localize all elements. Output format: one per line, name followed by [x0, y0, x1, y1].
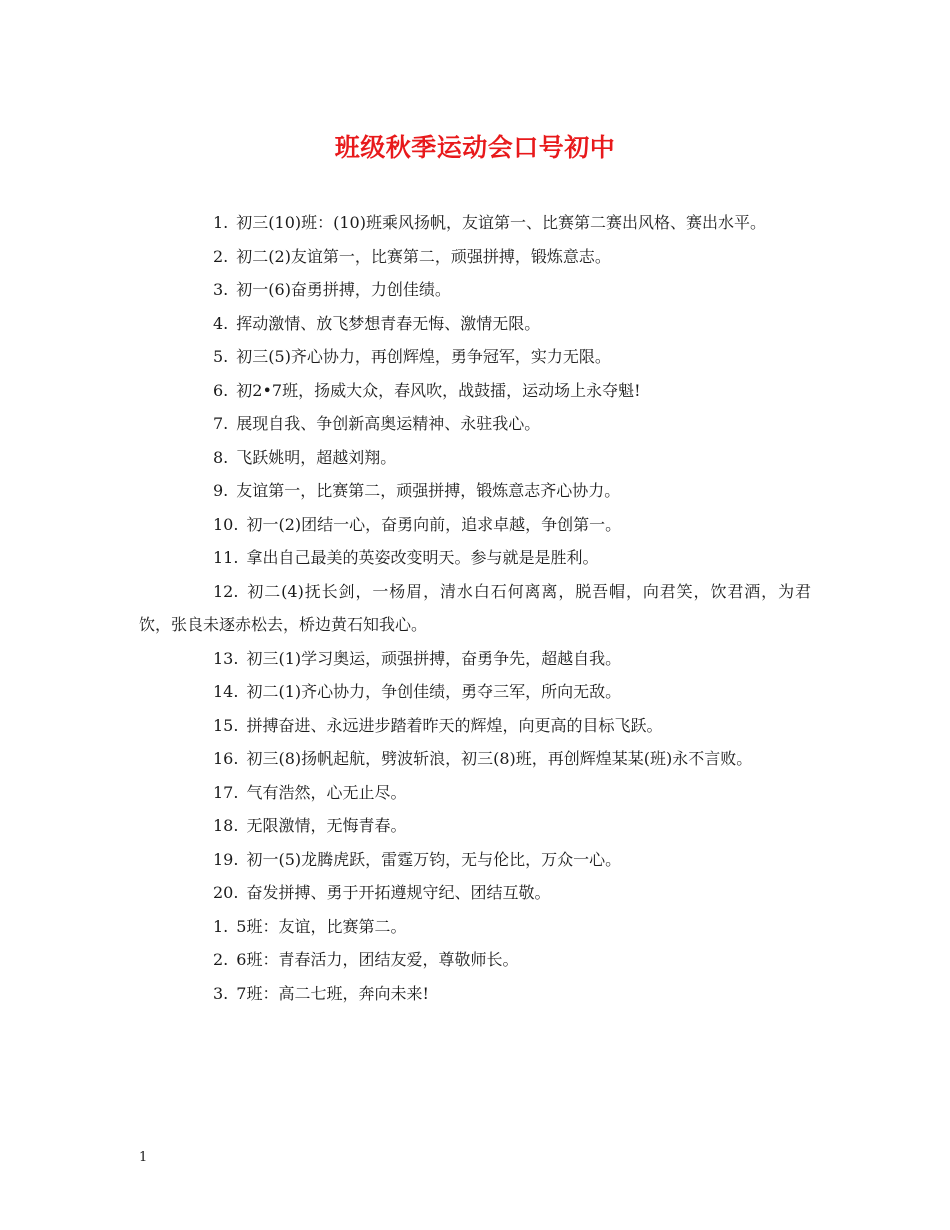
- list-item: [139, 776, 811, 810]
- item-text: 初三(1)学习奥运，顽强拼搏，奋勇争先，超越自我。: [246, 648, 622, 668]
- item-text: 初二(1)齐心协力，争创佳绩，勇夺三军，所向无敌。: [246, 682, 622, 701]
- list-item: [139, 843, 811, 877]
- item-text: 友谊第一，比赛第二，顽强拼搏，锻炼意志齐心协力。: [236, 481, 621, 500]
- item-number: 2.: [213, 950, 229, 969]
- list-item: [139, 340, 811, 374]
- item-text: 初三(5)齐心协力，再创辉煌，勇争冠军，实力无限。: [236, 347, 611, 366]
- list-item: [139, 943, 811, 977]
- item-number: 5.: [213, 347, 229, 366]
- page-number: 1: [139, 1150, 148, 1165]
- item-text: 6班：青春活力，团结友爱，尊敬师长。: [236, 950, 519, 969]
- slogan-list: [139, 206, 811, 1010]
- item-text: 无限激情，无悔青春。: [246, 816, 407, 835]
- item-text: 初一(5)龙腾虎跃，雷霆万钧，无与伦比，万众一心。: [246, 849, 622, 869]
- item-number: 11.: [213, 548, 239, 567]
- list-item: [139, 541, 811, 575]
- item-text: 气有浩然，心无止尽。: [246, 782, 407, 802]
- list-item: [139, 575, 811, 642]
- list-item: [139, 374, 811, 408]
- item-text: 挥动激情、放飞梦想青春无悔、激情无限。: [236, 313, 541, 333]
- list-item: [139, 709, 811, 743]
- item-number: 1.: [213, 916, 229, 936]
- list-item: [139, 206, 811, 240]
- item-text: 展现自我、争创新高奥运精神、永驻我心。: [236, 414, 541, 433]
- item-text: 初一(6)奋勇拼搏，力创佳绩。: [236, 280, 451, 299]
- item-number: 1.: [213, 213, 229, 232]
- list-item: [139, 240, 811, 274]
- item-number: 4.: [213, 313, 229, 333]
- item-number: 17.: [213, 782, 239, 802]
- item-number: 16.: [213, 749, 239, 768]
- item-text: 初二(4)抚长剑，一杨眉，清水白石何离离，脱吾帽，向君笑，饮君酒，为君饮，张良未逐赤松去，桥边黄石知我心。: [139, 581, 811, 634]
- list-item: [139, 642, 811, 676]
- list-item: [139, 910, 811, 944]
- item-text: 拼搏奋进、永远进步踏着昨天的辉煌，向更高的目标飞跃。: [246, 715, 663, 735]
- list-item: [139, 742, 811, 776]
- item-number: 14.: [213, 682, 239, 701]
- list-item: [139, 441, 811, 475]
- item-text: 初一(2)团结一心，奋勇向前，追求卓越，争创第一。: [246, 514, 622, 534]
- item-number: 8.: [213, 447, 229, 467]
- item-number: 10.: [213, 514, 239, 534]
- item-number: 3.: [213, 280, 229, 299]
- item-number: 7.: [213, 414, 229, 433]
- item-text: 初三(10)班：(10)班乘风扬帆，友谊第一、比赛第二赛出风格、赛出水平。: [236, 213, 766, 232]
- list-item: [139, 675, 811, 709]
- item-text: 初2•7班，扬威大众，春风吹，战鼓擂，运动场上永夺魁!: [236, 380, 641, 400]
- item-text: 初二(2)友谊第一，比赛第二，顽强拼搏，锻炼意志。: [236, 246, 611, 266]
- item-text: 飞跃姚明，超越刘翔。: [236, 447, 397, 467]
- item-number: 2.: [213, 246, 229, 266]
- list-item: [139, 508, 811, 542]
- item-number: 18.: [213, 816, 239, 835]
- list-item: [139, 307, 811, 341]
- document-title: 班级秋季运动会口号初中: [334, 133, 616, 162]
- list-item: [139, 273, 811, 307]
- item-number: 12.: [213, 581, 239, 601]
- item-number: 6.: [213, 380, 229, 400]
- item-number: 3.: [213, 983, 229, 1003]
- list-item: [139, 809, 811, 843]
- item-text: 奋发拼搏、勇于开拓遵规守纪、团结互敬。: [246, 883, 551, 902]
- item-number: 19.: [213, 849, 239, 869]
- item-number: 15.: [213, 715, 239, 735]
- list-item: [139, 474, 811, 508]
- item-text: 拿出自己最美的英姿改变明天。参与就是是胜利。: [246, 548, 599, 567]
- item-text: 7班：高二七班，奔向未来!: [236, 983, 429, 1003]
- item-number: 9.: [213, 481, 229, 500]
- item-text: 5班：友谊，比赛第二。: [236, 916, 407, 936]
- list-item: [139, 407, 811, 441]
- item-text: 初三(8)扬帆起航，劈波斩浪，初三(8)班，再创辉煌某某(班)永不言败。: [246, 749, 753, 768]
- list-item: [139, 977, 811, 1011]
- list-item: [139, 876, 811, 910]
- item-number: 13.: [213, 648, 239, 668]
- item-number: 20.: [213, 883, 239, 902]
